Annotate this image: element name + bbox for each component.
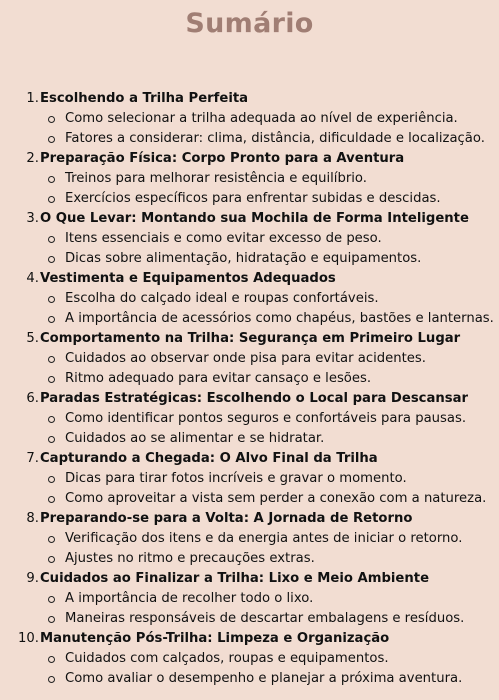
chapter-heading: [0, 209, 499, 229]
chapter-number: 5.: [26, 331, 39, 346]
chapter-number: 3.: [26, 211, 39, 226]
list-item-text: Dicas sobre alimentação, hidratação e equipamentos.: [65, 251, 422, 266]
table-of-contents: [0, 89, 499, 689]
list-item-text: Como selecionar a trilha adequada ao nível de experiência.: [65, 111, 458, 126]
chapter-title: Cuidados ao Finalizar a Trilha: Lixo e Meio Ambiente: [40, 571, 430, 586]
list-item: [0, 609, 499, 629]
chapter-title: Comportamento na Trilha: Segurança em Primeiro Lugar: [40, 331, 461, 346]
list-item-text: Como identificar pontos seguros e confortáveis para pausas.: [65, 411, 467, 426]
toc-chapter: [0, 89, 499, 149]
circle-bullet-icon: [48, 136, 55, 143]
list-item: [0, 529, 499, 549]
circle-bullet-icon: [48, 596, 55, 603]
list-item: [0, 489, 499, 509]
list-item: [0, 549, 499, 569]
circle-bullet-icon: [48, 676, 55, 683]
list-item: [0, 129, 499, 149]
circle-bullet-icon: [48, 356, 55, 363]
list-item-text: Cuidados ao observar onde pisa para evitar acidentes.: [65, 351, 426, 366]
chapter-heading: [0, 629, 499, 649]
toc-chapter: [0, 569, 499, 629]
list-item: [0, 349, 499, 369]
chapter-number: 7.: [26, 451, 39, 466]
chapter-number: 2.: [26, 151, 39, 166]
circle-bullet-icon: [48, 316, 55, 323]
chapter-title: Paradas Estratégicas: Escolhendo o Local para Descansar: [40, 391, 469, 406]
list-item: [0, 189, 499, 209]
chapter-items: [0, 589, 499, 629]
chapter-heading: [0, 449, 499, 469]
list-item: [0, 289, 499, 309]
chapter-heading: [0, 509, 499, 529]
list-item: [0, 589, 499, 609]
chapter-number: 1.: [26, 91, 39, 106]
list-item-text: Exercícios específicos para enfrentar subidas e descidas.: [65, 191, 441, 206]
toc-chapter: [0, 329, 499, 389]
toc-chapter: [0, 389, 499, 449]
list-item: [0, 249, 499, 269]
list-item: [0, 669, 499, 689]
list-item: [0, 429, 499, 449]
chapter-number: 8.: [26, 511, 39, 526]
list-item: [0, 309, 499, 329]
circle-bullet-icon: [48, 536, 55, 543]
circle-bullet-icon: [48, 416, 55, 423]
list-item: [0, 369, 499, 389]
chapter-items: [0, 469, 499, 509]
circle-bullet-icon: [48, 196, 55, 203]
list-item-text: Ajustes no ritmo e precauções extras.: [65, 551, 315, 566]
chapter-number: 10.: [18, 631, 39, 646]
chapter-number: 4.: [26, 271, 39, 286]
list-item-text: Ritmo adequado para evitar cansaço e lesões.: [65, 371, 372, 386]
chapter-items: [0, 289, 499, 329]
list-item: [0, 409, 499, 429]
chapter-heading: [0, 329, 499, 349]
list-item: [0, 169, 499, 189]
list-item: [0, 469, 499, 489]
chapter-number: 9.: [26, 571, 39, 586]
chapter-items: [0, 109, 499, 149]
chapter-items: [0, 649, 499, 689]
list-item-text: Escolha do calçado ideal e roupas confortáveis.: [65, 291, 379, 306]
list-item-text: Dicas para tirar fotos incríveis e gravar o momento.: [65, 471, 407, 486]
chapter-heading: [0, 89, 499, 109]
page-title: Sumário: [185, 8, 314, 39]
toc-chapter: [0, 149, 499, 209]
circle-bullet-icon: [48, 376, 55, 383]
list-item-text: Itens essenciais e como evitar excesso de peso.: [65, 231, 382, 246]
list-item-text: A importância de recolher todo o lixo.: [65, 591, 314, 606]
toc-chapter: [0, 209, 499, 269]
list-item-text: Como aproveitar a vista sem perder a conexão com a natureza.: [65, 491, 487, 506]
chapter-title: Manutenção Pós-Trilha: Limpeza e Organização: [40, 631, 390, 646]
chapter-items: [0, 349, 499, 389]
list-item-text: Maneiras responsáveis de descartar embalagens e resíduos.: [65, 611, 465, 626]
circle-bullet-icon: [48, 436, 55, 443]
circle-bullet-icon: [48, 476, 55, 483]
chapter-title: Vestimenta e Equipamentos Adequados: [40, 271, 336, 286]
chapter-items: [0, 229, 499, 269]
circle-bullet-icon: [48, 296, 55, 303]
toc-chapter: [0, 269, 499, 329]
chapter-items: [0, 529, 499, 569]
circle-bullet-icon: [48, 116, 55, 123]
chapter-heading: [0, 269, 499, 289]
circle-bullet-icon: [48, 176, 55, 183]
chapter-heading: [0, 569, 499, 589]
chapter-heading: [0, 389, 499, 409]
chapter-heading: [0, 149, 499, 169]
toc-chapter: [0, 449, 499, 509]
circle-bullet-icon: [48, 556, 55, 563]
toc-chapter: [0, 629, 499, 689]
list-item-text: A importância de acessórios como chapéus, bastões e lanternas.: [65, 311, 494, 326]
circle-bullet-icon: [48, 256, 55, 263]
chapter-items: [0, 169, 499, 209]
chapter-title: O Que Levar: Montando sua Mochila de Forma Inteligente: [40, 211, 469, 226]
list-item-text: Como avaliar o desempenho e planejar a próxima aventura.: [65, 671, 463, 686]
circle-bullet-icon: [48, 236, 55, 243]
chapter-title: Preparação Física: Corpo Pronto para a Aventura: [40, 151, 405, 166]
list-item-text: Verificação dos itens e da energia antes de iniciar o retorno.: [65, 531, 463, 546]
chapter-items: [0, 409, 499, 449]
circle-bullet-icon: [48, 616, 55, 623]
list-item: [0, 229, 499, 249]
list-item-text: Cuidados ao se alimentar e se hidratar.: [65, 431, 325, 446]
list-item: [0, 649, 499, 669]
chapter-title: Capturando a Chegada: O Alvo Final da Trilha: [40, 451, 378, 466]
list-item-text: Fatores a considerar: clima, distância, dificuldade e localização.: [65, 131, 485, 146]
circle-bullet-icon: [48, 496, 55, 503]
list-item-text: Cuidados com calçados, roupas e equipamentos.: [65, 651, 389, 666]
list-item: [0, 109, 499, 129]
circle-bullet-icon: [48, 656, 55, 663]
chapter-title: Preparando-se para a Volta: A Jornada de Retorno: [40, 511, 413, 526]
list-item-text: Treinos para melhorar resistência e equilíbrio.: [65, 171, 367, 186]
chapter-number: 6.: [26, 391, 39, 406]
toc-chapter: [0, 509, 499, 569]
chapter-title: Escolhendo a Trilha Perfeita: [40, 91, 249, 106]
